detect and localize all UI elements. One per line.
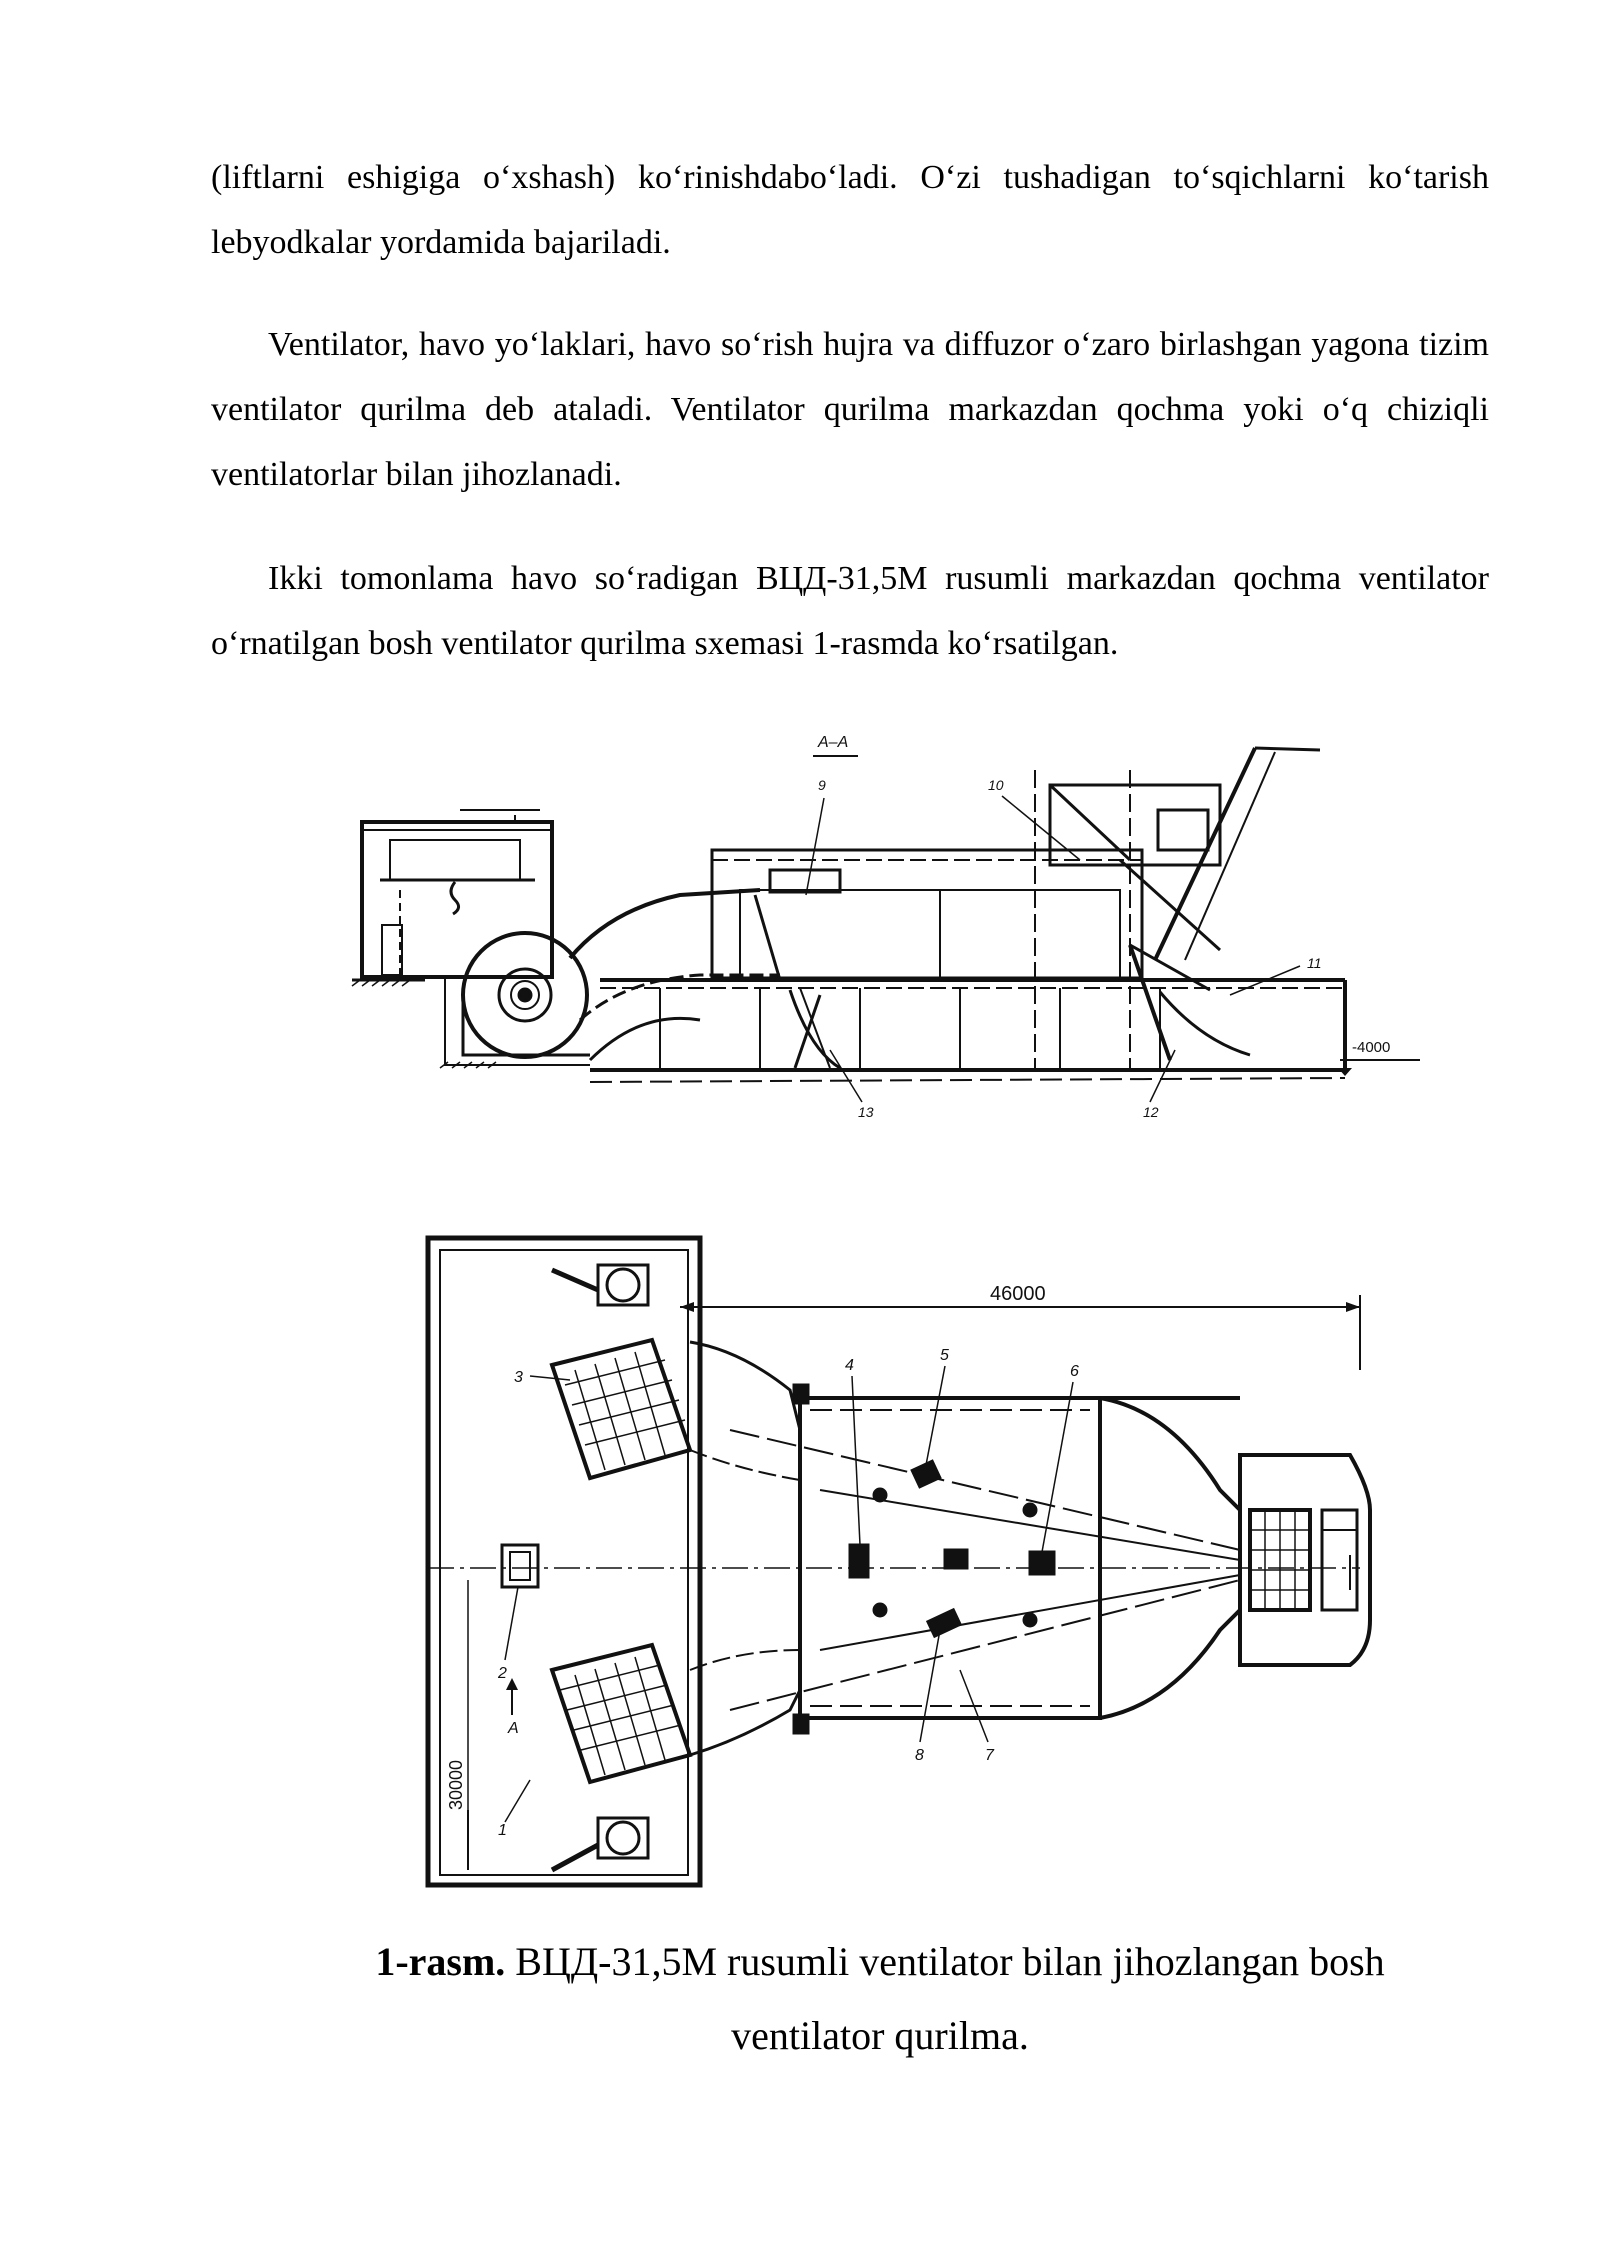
paragraph-2: Ventilator, havo yo‘laklari, havo so‘rish hujra va diffuzor o‘zaro birlashgan yagona tizim ventilator qurilma deb ataladi. Ventilator qurilma markazdan qochma yoki o‘q chiziqli ventilatorlar bilan jihozlanadi.: [211, 326, 1489, 493]
paragraph-3: Ikki tomonlama havo so‘radigan ВЦД-31,5М rusumli markazdan qochma ventilator o‘rnatilgan bosh ventilator qurilma sxemasi 1-rasmda ko‘rsatilgan.: [211, 560, 1489, 662]
technical-drawing-svg: [340, 730, 1420, 1920]
callout-3: 3: [514, 1369, 523, 1386]
callout-7: 7: [985, 1747, 994, 1764]
paragraph-1: (liftlarni eshigiga o‘xshash) ko‘rinishdabo‘ladi. O‘zi tushadigan to‘sqichlarni ko‘tarish lebyodkalar yordamida bajariladi.: [211, 159, 1489, 261]
callout-6: 6: [1070, 1363, 1079, 1380]
plan-view: [428, 1238, 1370, 1885]
section-view-a-a: [352, 734, 1420, 1120]
caption-text: ВЦД-31,5М rusumli ventilator bilan jihozlangan bosh ventilator qurilma.: [505, 1939, 1385, 2058]
callout-11: 11: [1307, 955, 1322, 971]
section-label: A–A: [818, 734, 849, 751]
callout-8: 8: [915, 1747, 924, 1764]
callout-12: 12: [1143, 1104, 1159, 1120]
section-arrow-label: A: [508, 1720, 519, 1737]
dimension-width: 30000: [446, 1759, 466, 1810]
callout-5: 5: [940, 1347, 949, 1364]
callout-13: 13: [858, 1104, 874, 1120]
callout-10: 10: [988, 777, 1004, 793]
callout-2: 2: [498, 1665, 507, 1682]
callout-1: 1: [498, 1822, 507, 1839]
ventilator-installation-drawing: [340, 730, 1420, 1920]
callout-4: 4: [845, 1357, 854, 1374]
callout-9: 9: [818, 777, 826, 793]
caption-label: 1-rasm.: [375, 1939, 506, 1984]
dimension-length: 46000: [990, 1283, 1046, 1305]
elevation-mark: -4000: [1352, 1039, 1391, 1056]
figure-caption: [300, 1925, 1460, 2073]
